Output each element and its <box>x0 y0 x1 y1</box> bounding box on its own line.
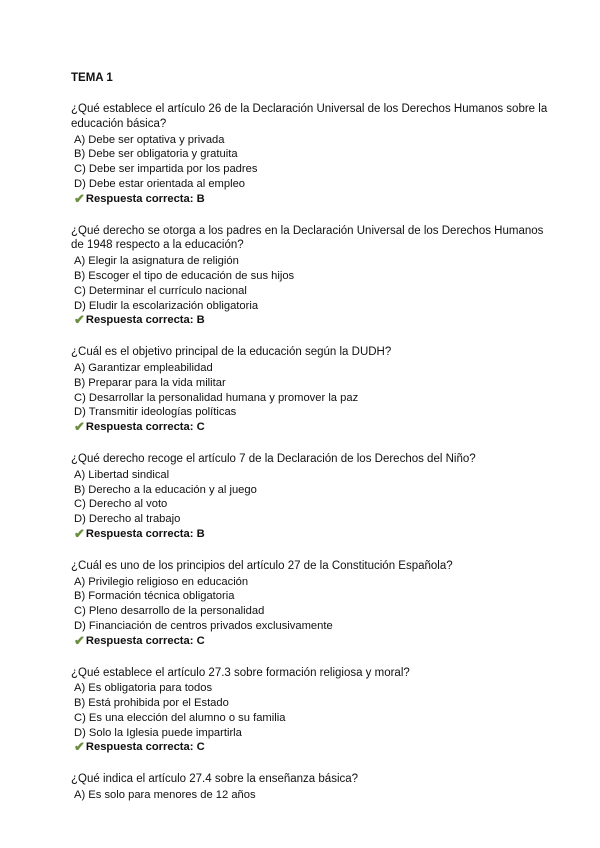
option-item: B) Formación técnica obligatoria <box>74 590 235 603</box>
correct-answer <box>71 192 551 207</box>
correct-answer <box>71 527 551 542</box>
answer-prefix: Respuesta correcta: <box>85 527 194 540</box>
option-item: A) Elegir la asignatura de religión <box>74 255 239 268</box>
options-list <box>71 788 551 803</box>
correct-answer <box>71 420 551 435</box>
question-text: ¿Qué establece el artículo 26 de la Declaración Universal de los Derechos Humanos sobre la educación básica? <box>71 103 548 130</box>
answer-letter: B <box>196 527 205 540</box>
option-item: A) Es solo para menores de 12 años <box>74 789 256 802</box>
answer-letter: C <box>196 741 205 754</box>
option-item: C) Derecho al voto <box>74 498 168 511</box>
option-item: B) Debe ser obligatoria y gratuita <box>74 148 238 161</box>
option-item: B) Está prohibida por el Estado <box>74 697 229 710</box>
option-item: D) Solo la Iglesia puede impartirla <box>74 726 242 739</box>
option-item: B) Preparar para la vida militar <box>74 376 226 389</box>
option-item: C) Determinar el currículo nacional <box>74 284 247 297</box>
options-list <box>71 361 551 420</box>
question-text: ¿Qué establece el artículo 27.3 sobre formación religiosa y moral? <box>71 666 410 679</box>
question-block <box>71 102 551 207</box>
checkmark-icon: ✔ <box>74 419 85 435</box>
answer-prefix: Respuesta correcta: <box>85 741 194 754</box>
option-item: C) Desarrollar la personalidad humana y promover la paz <box>74 391 359 404</box>
question-text: ¿Qué derecho recoge el artículo 7 de la Declaración de los Derechos del Niño? <box>71 452 476 465</box>
answer-prefix: Respuesta correcta: <box>85 314 194 327</box>
question-block <box>71 224 551 329</box>
options-list <box>71 681 551 740</box>
option-item: D) Eludir la escolarización obligatoria <box>74 299 259 312</box>
option-item: C) Debe ser impartida por los padres <box>74 163 258 176</box>
answer-letter: C <box>196 634 205 647</box>
checkmark-icon: ✔ <box>74 312 85 328</box>
options-list <box>71 468 551 527</box>
option-item: A) Privilegio religioso en educación <box>74 575 249 588</box>
option-item: D) Transmitir ideologías políticas <box>74 406 237 419</box>
option-item: A) Debe ser optativa y privada <box>74 133 225 146</box>
question-block <box>71 666 551 756</box>
option-item: A) Garantizar empleabilidad <box>74 361 213 374</box>
answer-prefix: Respuesta correcta: <box>85 192 194 205</box>
question-block <box>71 452 551 542</box>
question-block <box>71 559 551 649</box>
question-list <box>71 102 551 803</box>
option-item: B) Escoger el tipo de educación de sus hijos <box>74 269 295 282</box>
options-list <box>71 254 551 313</box>
question-text: ¿Cuál es el objetivo principal de la educación según la DUDH? <box>71 346 392 359</box>
question-block <box>71 772 551 803</box>
answer-letter: B <box>196 314 205 327</box>
answer-letter: B <box>196 192 205 205</box>
answer-prefix: Respuesta correcta: <box>85 634 194 647</box>
question-block <box>71 345 551 435</box>
checkmark-icon: ✔ <box>74 190 85 206</box>
answer-letter: C <box>196 421 205 434</box>
option-item: A) Libertad sindical <box>74 468 170 481</box>
option-item: C) Pleno desarrollo de la personalidad <box>74 605 265 618</box>
question-text: ¿Cuál es uno de los principios del artículo 27 de la Constitución Española? <box>71 559 453 572</box>
question-text: ¿Qué derecho se otorga a los padres en la Declaración Universal de los Derechos Humanos de 1948 respecto a la educación? <box>71 224 544 252</box>
question-text: ¿Qué indica el artículo 27.4 sobre la enseñanza básica? <box>71 773 359 786</box>
options-list <box>71 133 551 192</box>
correct-answer <box>71 634 551 649</box>
option-item: C) Es una elección del alumno o su familia <box>74 711 286 724</box>
options-list <box>71 575 551 634</box>
option-item: A) Es obligatoria para todos <box>74 682 213 695</box>
correct-answer <box>71 740 551 755</box>
option-item: D) Debe estar orientada al empleo <box>74 177 246 190</box>
checkmark-icon: ✔ <box>74 739 85 755</box>
answer-prefix: Respuesta correcta: <box>85 421 194 434</box>
document-page <box>71 71 551 820</box>
checkmark-icon: ✔ <box>74 525 85 541</box>
correct-answer <box>71 313 551 328</box>
option-item: D) Financiación de centros privados exclusivamente <box>74 619 333 632</box>
checkmark-icon: ✔ <box>74 632 85 648</box>
page-title: TEMA 1 <box>71 72 113 84</box>
option-item: B) Derecho a la educación y al juego <box>74 483 257 496</box>
option-item: D) Derecho al trabajo <box>74 513 181 526</box>
